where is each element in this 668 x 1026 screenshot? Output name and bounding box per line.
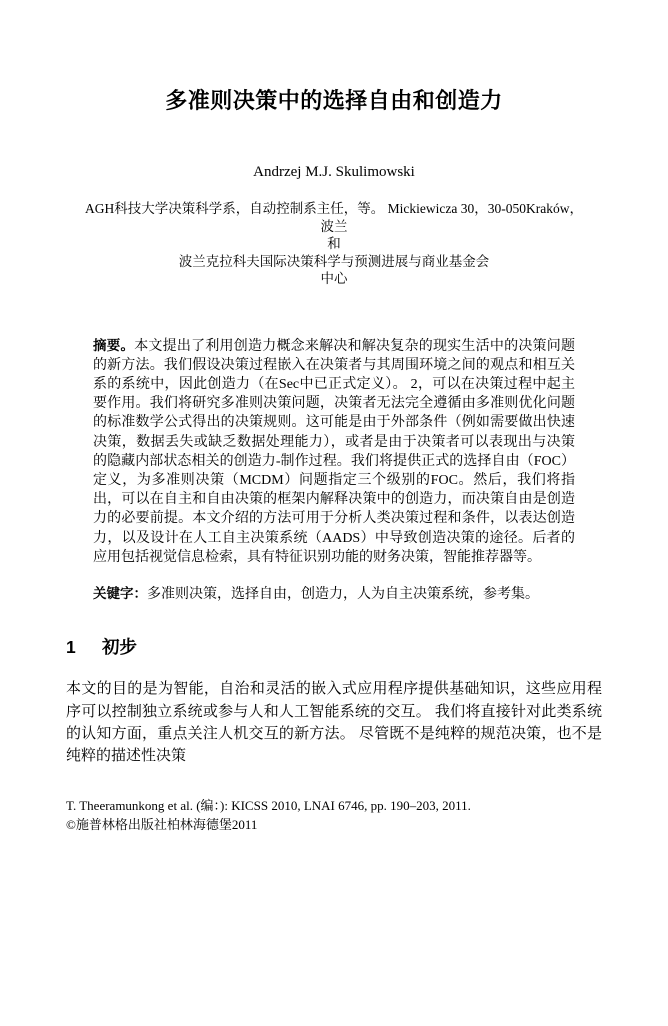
abstract-label: 摘要。 bbox=[93, 337, 135, 353]
section-1-heading bbox=[66, 637, 602, 658]
keywords-label: 关键字： bbox=[93, 585, 147, 601]
paper-title: 多准则决策中的选择自由和创造力 bbox=[165, 88, 503, 113]
affiliation-line-1: AGH科技大学决策科学系，自动控制系主任，等。 Mickiewicza 30，30-050Kraków， bbox=[85, 201, 583, 216]
footer-block bbox=[66, 797, 602, 834]
section-number: 1 bbox=[66, 637, 76, 658]
footer-copyright: ©施普林格出版社柏林海德堡2011 bbox=[66, 816, 258, 832]
abstract-paragraph bbox=[93, 336, 575, 567]
affiliation-line-5: 中心 bbox=[320, 271, 348, 286]
footer-citation: T. Theeramunkong et al. (编：): KICSS 2010, LNAI 6746, pp. 190–203, 2011. bbox=[66, 798, 471, 813]
section-title: 初步 bbox=[102, 637, 137, 658]
affiliation-line-3: 和 bbox=[327, 236, 341, 251]
abstract-text: 本文提出了利用创造力概念来解决和解决复杂的现实生活中的决策问题的新方法。我们假设决策过程嵌入在决策者与其周围环境之间的观点和相互关系的系统中，因此创造力（在Sec中已正式定义）。 2，可以在决策过程中起主要作用。我们将研究多准则决策问题，决策者无法完全遵循由多准则优化问题的标准数学公式得出的决策规则。这可能是由于外部条件（例如需要做出快速决策，数据丢失或缺乏数据处理能力），或者是由于决策者可以表现出与决策的隐藏内部状态相关的创造力-制作过程。我们将提供正式的选择自由（FOC）定义，为多准则决策（MCDM）问题指定三个级别的FOC。然后，我们将指出，可以在自主和自由决策的框架内解释决策中的创造力，而决策自由是创造力的必要前提。本文介绍的方法可用于分析人类决策过程和条件，以表达创造力，以及设计在人工自主决策系统（AADS）中导致创造决策的途径。后者的应用包括视觉信息检索，具有特征识别功能的财务决策，智能推荐器等。 bbox=[93, 338, 576, 565]
keywords-text: 多准则决策，选择自由，创造力，人为自主决策系统，参考集。 bbox=[147, 586, 539, 602]
affiliation-line-4: 波兰克拉科夫国际决策科学与预测进展与商业基金会 bbox=[178, 253, 490, 269]
section-1-paragraph: 本文的目的是为智能，自治和灵活的嵌入式应用程序提供基础知识，这些应用程序可以控制独立系统或参与人和人工智能系统的交互。 我们将直接针对此类系统的认知方面，重点关注人机交互的新方法。 尽管既不是纯粹的规范决策，也不是纯粹的描述性决策 bbox=[66, 681, 602, 765]
affiliation-line-2: 波兰 bbox=[320, 218, 348, 234]
author-name: Andrzej M.J. Skulimowski bbox=[253, 164, 415, 180]
affiliation-block bbox=[66, 200, 602, 288]
keywords-line bbox=[93, 584, 575, 604]
